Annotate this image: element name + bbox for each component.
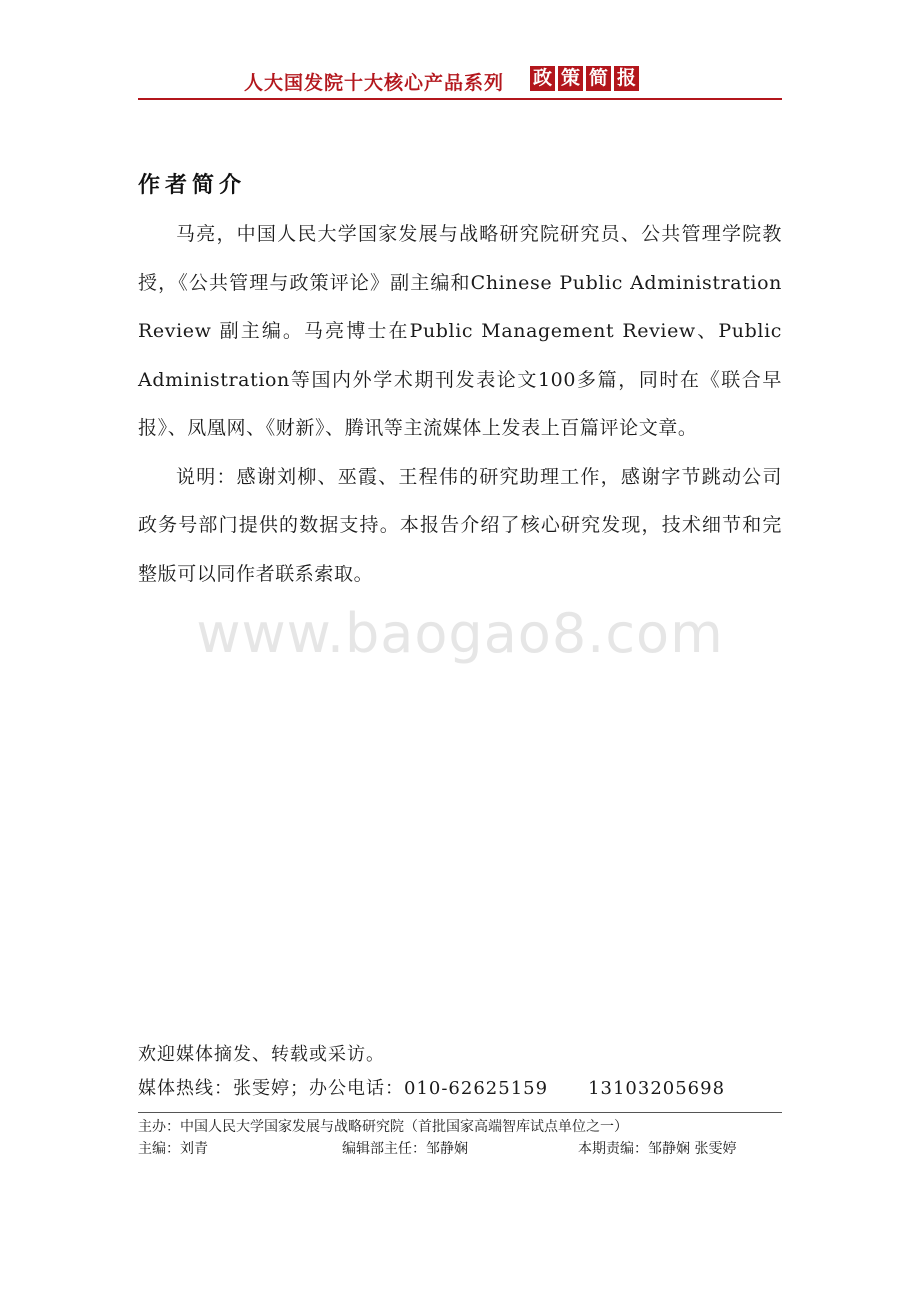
acknowledgement-paragraph: 说明：感谢刘柳、巫霞、王程伟的研究助理工作，感谢字节跳动公司政务号部门提供的数据支持。本报告介绍了核心研究发现，技术细节和完整版可以同作者联系索取。 [138,465,782,585]
hotline-text: 媒体热线：张雯婷；办公电话：010-62625159 [138,1078,549,1099]
media-contact [138,1038,782,1106]
mobile-number: 13103205698 [588,1078,726,1099]
host-text: 主办：中国人民大学国家发展与战略研究院（首批国家高端智库试点单位之一） [138,1119,628,1135]
brand-char: 政 [530,66,555,91]
media-welcome-text: 欢迎媒体摘发、转载或采访。 [138,1044,385,1065]
brand-char: 简 [586,66,611,91]
brand-char: 报 [614,66,639,91]
header-divider [138,98,782,100]
page-footer [138,1116,782,1160]
section-title: 作者简介 [138,172,247,198]
footer-divider [138,1112,782,1113]
bio-paragraph: 马亮，中国人民大学国家发展与战略研究院研究员、公共管理学院教授，《公共管理与政策评论》副主编和Chinese Public Administration Review 副主编。马亮博士在Public Management Review、Public Administration等国内外学术期刊发表论文100多篇，同时在《联合早报》、凤凰网、《财新》、腾讯等主流媒体上发表上百篇评论文章。 [138,223,782,439]
issue-editor: 本期责编：邹静娴 张雯婷 [578,1141,737,1157]
hotline-line [138,1072,782,1106]
footer-host-row [138,1116,782,1138]
header-title: 人大国发院十大核心产品系列 [244,72,505,94]
page-header [138,64,782,102]
watermark: www.baogao8.com [196,602,724,665]
chief-editor: 主编：刘青 [138,1141,208,1157]
brand-char: 策 [558,66,583,91]
brand-logo [530,66,639,91]
footer-editors-row [138,1138,782,1160]
dept-director: 编辑部主任：邹静娴 [342,1141,468,1157]
author-bio [138,210,782,598]
